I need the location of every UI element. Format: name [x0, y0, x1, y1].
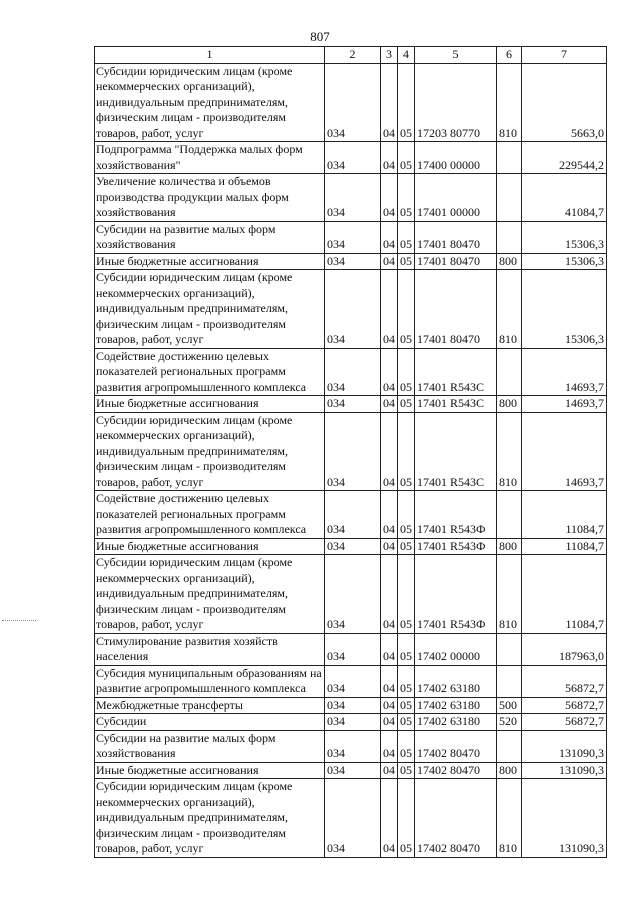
cell-csr: 17401 00000	[415, 174, 497, 222]
table-row	[95, 665, 607, 697]
cell-ved: 034	[325, 762, 381, 779]
cell-sum: 131090,3	[522, 730, 607, 762]
cell-vr	[497, 174, 522, 222]
cell-vr	[497, 633, 522, 665]
cell-ved: 034	[325, 348, 381, 396]
cell-name: Содействие достижению целевых показателей региональных программ развития агропромышленного комплекса	[95, 491, 325, 539]
table-row	[95, 555, 607, 634]
cell-name: Субсидии юридическим лицам (кроме некоммерческих организаций), индивидуальным предпринимателям, физическим лицам - производителям товаров, работ, услуг	[95, 63, 325, 142]
table-row	[95, 63, 607, 142]
table-row	[95, 412, 607, 491]
cell-pr: 05	[398, 253, 415, 270]
cell-name: Субсидии на развитие малых форм хозяйствования	[95, 730, 325, 762]
cell-ved: 034	[325, 779, 381, 858]
cell-ved: 034	[325, 697, 381, 714]
cell-csr: 17402 80470	[415, 762, 497, 779]
column-header: 2	[325, 47, 381, 64]
cell-ved: 034	[325, 491, 381, 539]
cell-name: Подпрограмма "Поддержка малых форм хозяйствования"	[95, 142, 325, 174]
column-header: 4	[398, 47, 415, 64]
cell-name: Субсидии	[95, 714, 325, 731]
cell-name: Межбюджетные трансферты	[95, 697, 325, 714]
cell-ved: 034	[325, 396, 381, 413]
table-row	[95, 762, 607, 779]
cell-sum: 5663,0	[522, 63, 607, 142]
cell-rz: 04	[381, 762, 398, 779]
cell-csr: 17401 R543C	[415, 348, 497, 396]
cell-csr: 17401 80470	[415, 221, 497, 253]
cell-rz: 04	[381, 665, 398, 697]
column-header: 1	[95, 47, 325, 64]
header-row	[95, 47, 607, 64]
cell-csr: 17402 63180	[415, 665, 497, 697]
cell-name: Субсидии на развитие малых форм хозяйствования	[95, 221, 325, 253]
cell-ved: 034	[325, 555, 381, 634]
cell-vr	[497, 348, 522, 396]
cell-vr: 810	[497, 412, 522, 491]
cell-name: Иные бюджетные ассигнования	[95, 253, 325, 270]
table-row	[95, 270, 607, 349]
cell-pr: 05	[398, 221, 415, 253]
cell-vr: 810	[497, 779, 522, 858]
cell-csr: 17401 R543C	[415, 412, 497, 491]
table-row	[95, 714, 607, 731]
cell-vr: 800	[497, 396, 522, 413]
cell-rz: 04	[381, 779, 398, 858]
cell-vr	[497, 142, 522, 174]
cell-sum: 14693,7	[522, 412, 607, 491]
table-row	[95, 221, 607, 253]
table-row	[95, 633, 607, 665]
cell-ved: 034	[325, 253, 381, 270]
cell-pr: 05	[398, 665, 415, 697]
cell-rz: 04	[381, 412, 398, 491]
cell-rz: 04	[381, 396, 398, 413]
cell-rz: 04	[381, 714, 398, 731]
cell-pr: 05	[398, 714, 415, 731]
cell-name: Субсидии юридическим лицам (кроме некоммерческих организаций), индивидуальным предпринимателям, физическим лицам - производителям товаров, работ, услуг	[95, 779, 325, 858]
cell-sum: 14693,7	[522, 396, 607, 413]
cell-vr: 800	[497, 538, 522, 555]
budget-table	[94, 46, 607, 858]
table-row	[95, 348, 607, 396]
table-row	[95, 538, 607, 555]
cell-pr: 05	[398, 174, 415, 222]
cell-vr: 810	[497, 270, 522, 349]
cell-pr: 05	[398, 730, 415, 762]
cell-pr: 05	[398, 270, 415, 349]
table-row	[95, 174, 607, 222]
table-row	[95, 779, 607, 858]
cell-pr: 05	[398, 142, 415, 174]
cell-pr: 05	[398, 491, 415, 539]
cell-csr: 17402 80470	[415, 779, 497, 858]
cell-csr: 17402 80470	[415, 730, 497, 762]
cell-name: Иные бюджетные ассигнования	[95, 538, 325, 555]
table-row	[95, 253, 607, 270]
cell-ved: 034	[325, 714, 381, 731]
cell-pr: 05	[398, 63, 415, 142]
cell-csr: 17401 R543Ф	[415, 555, 497, 634]
cell-csr: 17401 80470	[415, 270, 497, 349]
cell-rz: 04	[381, 174, 398, 222]
cell-vr: 800	[497, 253, 522, 270]
cell-csr: 17401 R543Ф	[415, 538, 497, 555]
cell-vr	[497, 221, 522, 253]
cell-csr: 17401 R543C	[415, 396, 497, 413]
table-row	[95, 142, 607, 174]
cell-pr: 05	[398, 762, 415, 779]
cell-name: Иные бюджетные ассигнования	[95, 396, 325, 413]
cell-sum: 131090,3	[522, 779, 607, 858]
table-row	[95, 491, 607, 539]
cell-csr: 17402 00000	[415, 633, 497, 665]
cell-vr: 810	[497, 555, 522, 634]
cell-pr: 05	[398, 538, 415, 555]
cell-rz: 04	[381, 555, 398, 634]
page-number: 807	[310, 29, 330, 44]
cell-rz: 04	[381, 491, 398, 539]
cell-ved: 034	[325, 270, 381, 349]
cell-ved: 034	[325, 142, 381, 174]
cell-rz: 04	[381, 538, 398, 555]
cell-rz: 04	[381, 142, 398, 174]
cell-vr: 520	[497, 714, 522, 731]
cell-csr: 17402 63180	[415, 714, 497, 731]
cell-csr: 17203 80770	[415, 63, 497, 142]
cell-vr: 800	[497, 762, 522, 779]
cell-ved: 034	[325, 730, 381, 762]
cell-sum: 11084,7	[522, 491, 607, 539]
cell-ved: 034	[325, 221, 381, 253]
cell-pr: 05	[398, 697, 415, 714]
cell-ved: 034	[325, 412, 381, 491]
cell-csr: 17402 63180	[415, 697, 497, 714]
cell-sum: 11084,7	[522, 555, 607, 634]
column-header: 5	[415, 47, 497, 64]
cell-ved: 034	[325, 633, 381, 665]
cell-name: Стимулирование развития хозяйств населения	[95, 633, 325, 665]
cell-ved: 034	[325, 538, 381, 555]
cell-csr: 17400 00000	[415, 142, 497, 174]
cell-pr: 05	[398, 633, 415, 665]
table-row	[95, 697, 607, 714]
cell-name: Увеличение количества и объемов производства продукции малых форм хозяйствования	[95, 174, 325, 222]
cell-sum: 56872,7	[522, 665, 607, 697]
cell-pr: 05	[398, 396, 415, 413]
cell-rz: 04	[381, 348, 398, 396]
cell-vr	[497, 730, 522, 762]
cell-ved: 034	[325, 174, 381, 222]
cell-rz: 04	[381, 253, 398, 270]
cell-sum: 229544,2	[522, 142, 607, 174]
cell-sum: 15306,3	[522, 253, 607, 270]
cell-pr: 05	[398, 348, 415, 396]
cell-sum: 187963,0	[522, 633, 607, 665]
cell-name: Содействие достижению целевых показателей региональных программ развития агропромышленного комплекса	[95, 348, 325, 396]
cell-sum: 15306,3	[522, 270, 607, 349]
cell-sum: 11084,7	[522, 538, 607, 555]
cell-rz: 04	[381, 221, 398, 253]
cell-vr	[497, 491, 522, 539]
cell-vr: 500	[497, 697, 522, 714]
cell-sum: 15306,3	[522, 221, 607, 253]
scan-artifact	[2, 620, 36, 624]
cell-sum: 41084,7	[522, 174, 607, 222]
column-header: 6	[497, 47, 522, 64]
cell-sum: 131090,3	[522, 762, 607, 779]
cell-pr: 05	[398, 779, 415, 858]
cell-rz: 04	[381, 63, 398, 142]
cell-name: Иные бюджетные ассигнования	[95, 762, 325, 779]
cell-rz: 04	[381, 270, 398, 349]
cell-ved: 034	[325, 63, 381, 142]
cell-vr: 810	[497, 63, 522, 142]
table-row	[95, 730, 607, 762]
cell-ved: 034	[325, 665, 381, 697]
cell-name: Субсидии юридическим лицам (кроме некоммерческих организаций), индивидуальным предпринимателям, физическим лицам - производителям товаров, работ, услуг	[95, 270, 325, 349]
cell-sum: 14693,7	[522, 348, 607, 396]
cell-pr: 05	[398, 412, 415, 491]
cell-name: Субсидии юридическим лицам (кроме некоммерческих организаций), индивидуальным предпринимателям, физическим лицам - производителям товаров, работ, услуг	[95, 555, 325, 634]
cell-pr: 05	[398, 555, 415, 634]
cell-sum: 56872,7	[522, 714, 607, 731]
column-header: 7	[522, 47, 607, 64]
cell-vr	[497, 665, 522, 697]
column-header: 3	[381, 47, 398, 64]
cell-sum: 56872,7	[522, 697, 607, 714]
cell-rz: 04	[381, 633, 398, 665]
cell-csr: 17401 80470	[415, 253, 497, 270]
cell-rz: 04	[381, 697, 398, 714]
cell-name: Субсидия муниципальным образованиям на развитие агропромышленного комплекса	[95, 665, 325, 697]
table-row	[95, 396, 607, 413]
cell-name: Субсидии юридическим лицам (кроме некоммерческих организаций), индивидуальным предпринимателям, физическим лицам - производителям товаров, работ, услуг	[95, 412, 325, 491]
cell-csr: 17401 R543Ф	[415, 491, 497, 539]
cell-rz: 04	[381, 730, 398, 762]
